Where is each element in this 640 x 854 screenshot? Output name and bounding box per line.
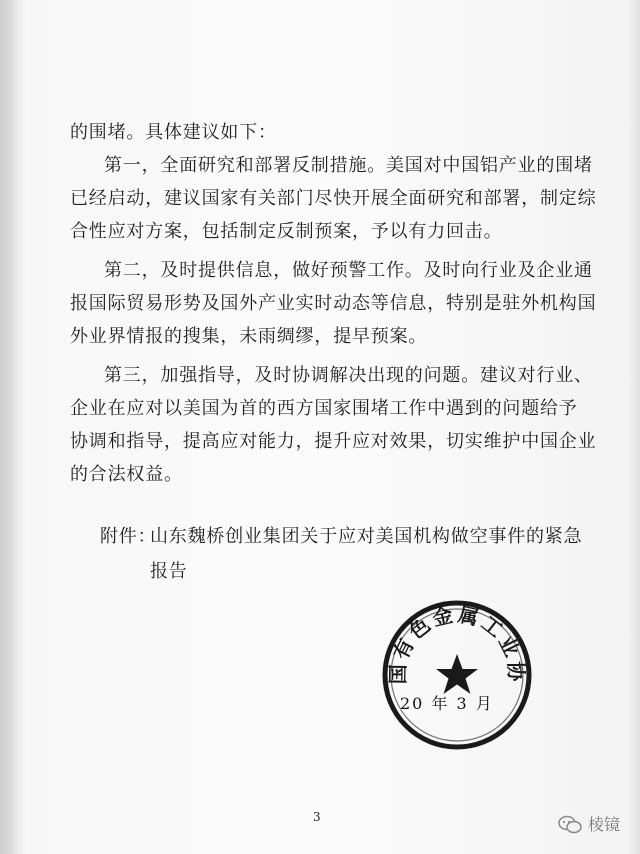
- paragraph-line: 企业在应对以美国为首的西方国家围堵工作中遇到的问题给予: [70, 398, 578, 419]
- paragraph-line-first: 第一，全面研究和部署反制措施。美国对中国铝产业的围堵: [104, 155, 593, 176]
- paragraph-line: 的合法权益。: [70, 464, 183, 485]
- paragraph-line: 外业界情报的搜集，未雨绸缪，提早预案。: [70, 326, 428, 347]
- scan-edge-left: [0, 0, 26, 854]
- chat-bubble-icon: [558, 815, 582, 835]
- paragraph-line: 协调和指导，提高应对能力，提升应对效果，切实维护中国企业: [70, 431, 597, 452]
- attachment-title-line: 山东魏桥创业集团关于应对美国机构做空事件的紧急: [150, 526, 583, 547]
- page-number: 3: [313, 810, 321, 824]
- paragraph-line: 报国际贸易形势及国外产业实时动态等信息，特别是驻外机构国: [70, 293, 597, 314]
- watermark: [558, 812, 620, 838]
- paragraph-line: 已经启动，建议国家有关部门尽快开展全面研究和部署，制定综: [70, 188, 597, 209]
- seal-text: 国有色金属工业协: [385, 602, 529, 685]
- scan-edge-right: [628, 0, 640, 854]
- attachment-title-line: 报告: [150, 561, 188, 582]
- paragraph-line-first: 第三，加强指导，及时协调解决出现的问题。建议对行业、: [104, 365, 593, 386]
- official-seal: [380, 598, 534, 752]
- document-date: 20 年 3 月: [400, 694, 494, 713]
- paragraph-line: 的围堵。具体建议如下：: [70, 122, 277, 143]
- watermark-text: 棱镜: [588, 815, 621, 834]
- attachment-label: 附件：: [100, 526, 157, 547]
- paragraph-line-first: 第二，及时提供信息，做好预警工作。及时向行业及企业通: [104, 260, 593, 281]
- paragraph-line: 合性应对方案，包括制定反制预案，予以有力回击。: [70, 221, 503, 242]
- star-icon: [436, 654, 478, 694]
